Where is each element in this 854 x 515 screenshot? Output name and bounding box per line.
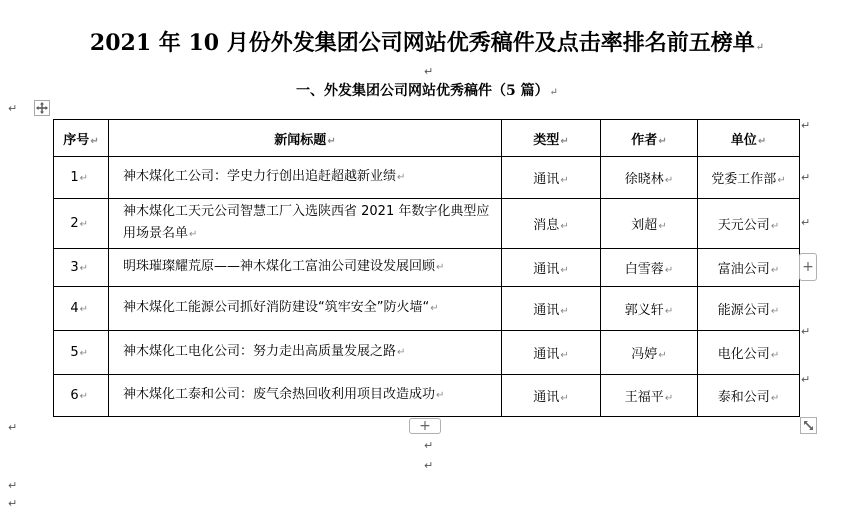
cell-mark: ↵	[560, 265, 569, 276]
news-table	[53, 119, 800, 417]
cell-mark: ↵	[664, 393, 674, 404]
row-end-mark: ↵	[801, 216, 811, 229]
table-row	[54, 331, 800, 375]
cell-mark: ↵	[79, 263, 88, 274]
cell-type[interactable]: 消息↵	[502, 199, 601, 249]
cell-mark: ↵	[770, 221, 780, 232]
cell-mark: ↵	[327, 135, 336, 147]
cell-mark: ↵	[658, 350, 667, 361]
header-type[interactable]: 类型↵	[502, 120, 601, 157]
cell-mark: ↵	[560, 393, 569, 404]
cell-mark: ↵	[436, 262, 445, 273]
cell-no[interactable]: 1↵	[54, 157, 109, 199]
cell-mark: ↵	[664, 265, 674, 276]
cell-type[interactable]: 通讯↵	[502, 249, 601, 287]
table-resize-handle[interactable]	[800, 417, 817, 434]
cell-no[interactable]: 2↵	[54, 199, 109, 249]
header-author[interactable]: 作者↵	[601, 120, 698, 157]
resize-icon	[803, 420, 814, 431]
cell-author[interactable]: 王福平↵	[601, 375, 698, 417]
header-no[interactable]: 序号↵	[54, 120, 109, 157]
cell-type[interactable]: 通讯↵	[502, 157, 601, 199]
paragraph-mark: ↵	[8, 421, 18, 434]
cell-unit[interactable]: 天元公司↵	[698, 199, 800, 249]
cell-mark: ↵	[757, 135, 767, 147]
cell-mark: ↵	[664, 175, 674, 186]
table-row	[54, 199, 800, 249]
cell-mark: ↵	[770, 393, 780, 404]
paragraph-mark: ↵	[8, 102, 18, 115]
move-icon	[36, 102, 48, 114]
cell-mark: ↵	[658, 221, 667, 232]
cell-mark: ↵	[79, 348, 88, 359]
cell-author[interactable]: 郭义轩↵	[601, 287, 698, 331]
cell-title[interactable]: 明珠璀璨耀荒原——神木煤化工富油公司建设发展回顾↵	[109, 249, 502, 287]
cell-mark: ↵	[560, 350, 569, 361]
table-move-handle[interactable]	[34, 100, 50, 116]
cell-title[interactable]: 神木煤化工天元公司智慧工厂入选陕西省 2021 年数字化典型应用场景名单↵	[109, 199, 502, 249]
header-unit[interactable]: 单位↵	[698, 120, 800, 157]
cell-type[interactable]: 通讯↵	[502, 375, 601, 417]
cell-mark: ↵	[397, 347, 406, 358]
row-end-mark: ↵	[801, 325, 811, 338]
cell-mark: ↵	[79, 391, 88, 402]
paragraph-mark: ↵	[8, 479, 18, 492]
cell-unit[interactable]: 能源公司↵	[698, 287, 800, 331]
cell-no[interactable]: 6↵	[54, 375, 109, 417]
cell-mark: ↵	[397, 172, 406, 183]
cell-mark: ↵	[79, 304, 88, 315]
add-row-button[interactable]: +	[409, 418, 441, 434]
cell-mark: ↵	[770, 265, 780, 276]
cell-author[interactable]: 刘超↵	[601, 199, 698, 249]
cell-author[interactable]: 冯婷↵	[601, 331, 698, 375]
cell-mark: ↵	[79, 173, 88, 184]
cell-mark: ↵	[777, 175, 786, 186]
row-end-mark: ↵	[801, 373, 811, 386]
header-title[interactable]: 新闻标题↵	[109, 120, 502, 157]
cell-no[interactable]: 4↵	[54, 287, 109, 331]
cell-unit[interactable]: 电化公司↵	[698, 331, 800, 375]
cell-mark: ↵	[770, 306, 780, 317]
table-header-row	[54, 120, 800, 157]
cell-mark: ↵	[770, 350, 780, 361]
cell-author[interactable]: 徐晓林↵	[601, 157, 698, 199]
table-row	[54, 375, 800, 417]
cell-mark: ↵	[560, 221, 569, 232]
cell-mark: ↵	[560, 135, 569, 147]
cell-unit[interactable]: 泰和公司↵	[698, 375, 800, 417]
cell-mark: ↵	[664, 306, 674, 317]
cell-mark: ↵	[430, 303, 439, 314]
cell-mark: ↵	[90, 135, 99, 147]
cell-no[interactable]: 5↵	[54, 331, 109, 375]
paragraph-mark: ↵	[424, 459, 434, 472]
paragraph-mark: ↵	[755, 42, 765, 53]
cell-title[interactable]: 神木煤化工电化公司：努力走出高质量发展之路↵	[109, 331, 502, 375]
cell-title[interactable]: 神木煤化工泰和公司：废气余热回收利用项目改造成功↵	[109, 375, 502, 417]
document-title: 2021 年 10 月份外发集团公司网站优秀稿件及点击率排名前五榜单↵	[89, 30, 765, 56]
paragraph-mark: ↵	[8, 497, 18, 510]
cell-title[interactable]: 神木煤化工公司：学史力行创出追赶超越新业绩↵	[109, 157, 502, 199]
cell-type[interactable]: 通讯↵	[502, 287, 601, 331]
cell-mark: ↵	[560, 175, 569, 186]
cell-mark: ↵	[189, 229, 198, 240]
table-row	[54, 157, 800, 199]
table-row	[54, 287, 800, 331]
row-end-mark: ↵	[801, 171, 811, 184]
cell-no[interactable]: 3↵	[54, 249, 109, 287]
cell-mark: ↵	[560, 306, 569, 317]
table-row	[54, 249, 800, 287]
add-column-button[interactable]: +	[799, 253, 817, 281]
cell-unit[interactable]: 富油公司↵	[698, 249, 800, 287]
row-end-mark: ↵	[801, 119, 811, 132]
section-heading: 一、外发集团公司网站优秀稿件（5 篇）↵	[295, 83, 558, 99]
cell-title[interactable]: 神木煤化工能源公司抓好消防建设“筑牢安全”防火墙“↵	[109, 287, 502, 331]
paragraph-mark: ↵	[549, 87, 558, 98]
cell-author[interactable]: 白雪蓉↵	[601, 249, 698, 287]
cell-mark: ↵	[658, 135, 667, 147]
cell-mark: ↵	[436, 390, 445, 401]
paragraph-mark: ↵	[424, 65, 434, 78]
cell-type[interactable]: 通讯↵	[502, 331, 601, 375]
paragraph-mark: ↵	[424, 439, 434, 452]
cell-mark: ↵	[79, 219, 88, 230]
cell-unit[interactable]: 党委工作部↵	[698, 157, 800, 199]
